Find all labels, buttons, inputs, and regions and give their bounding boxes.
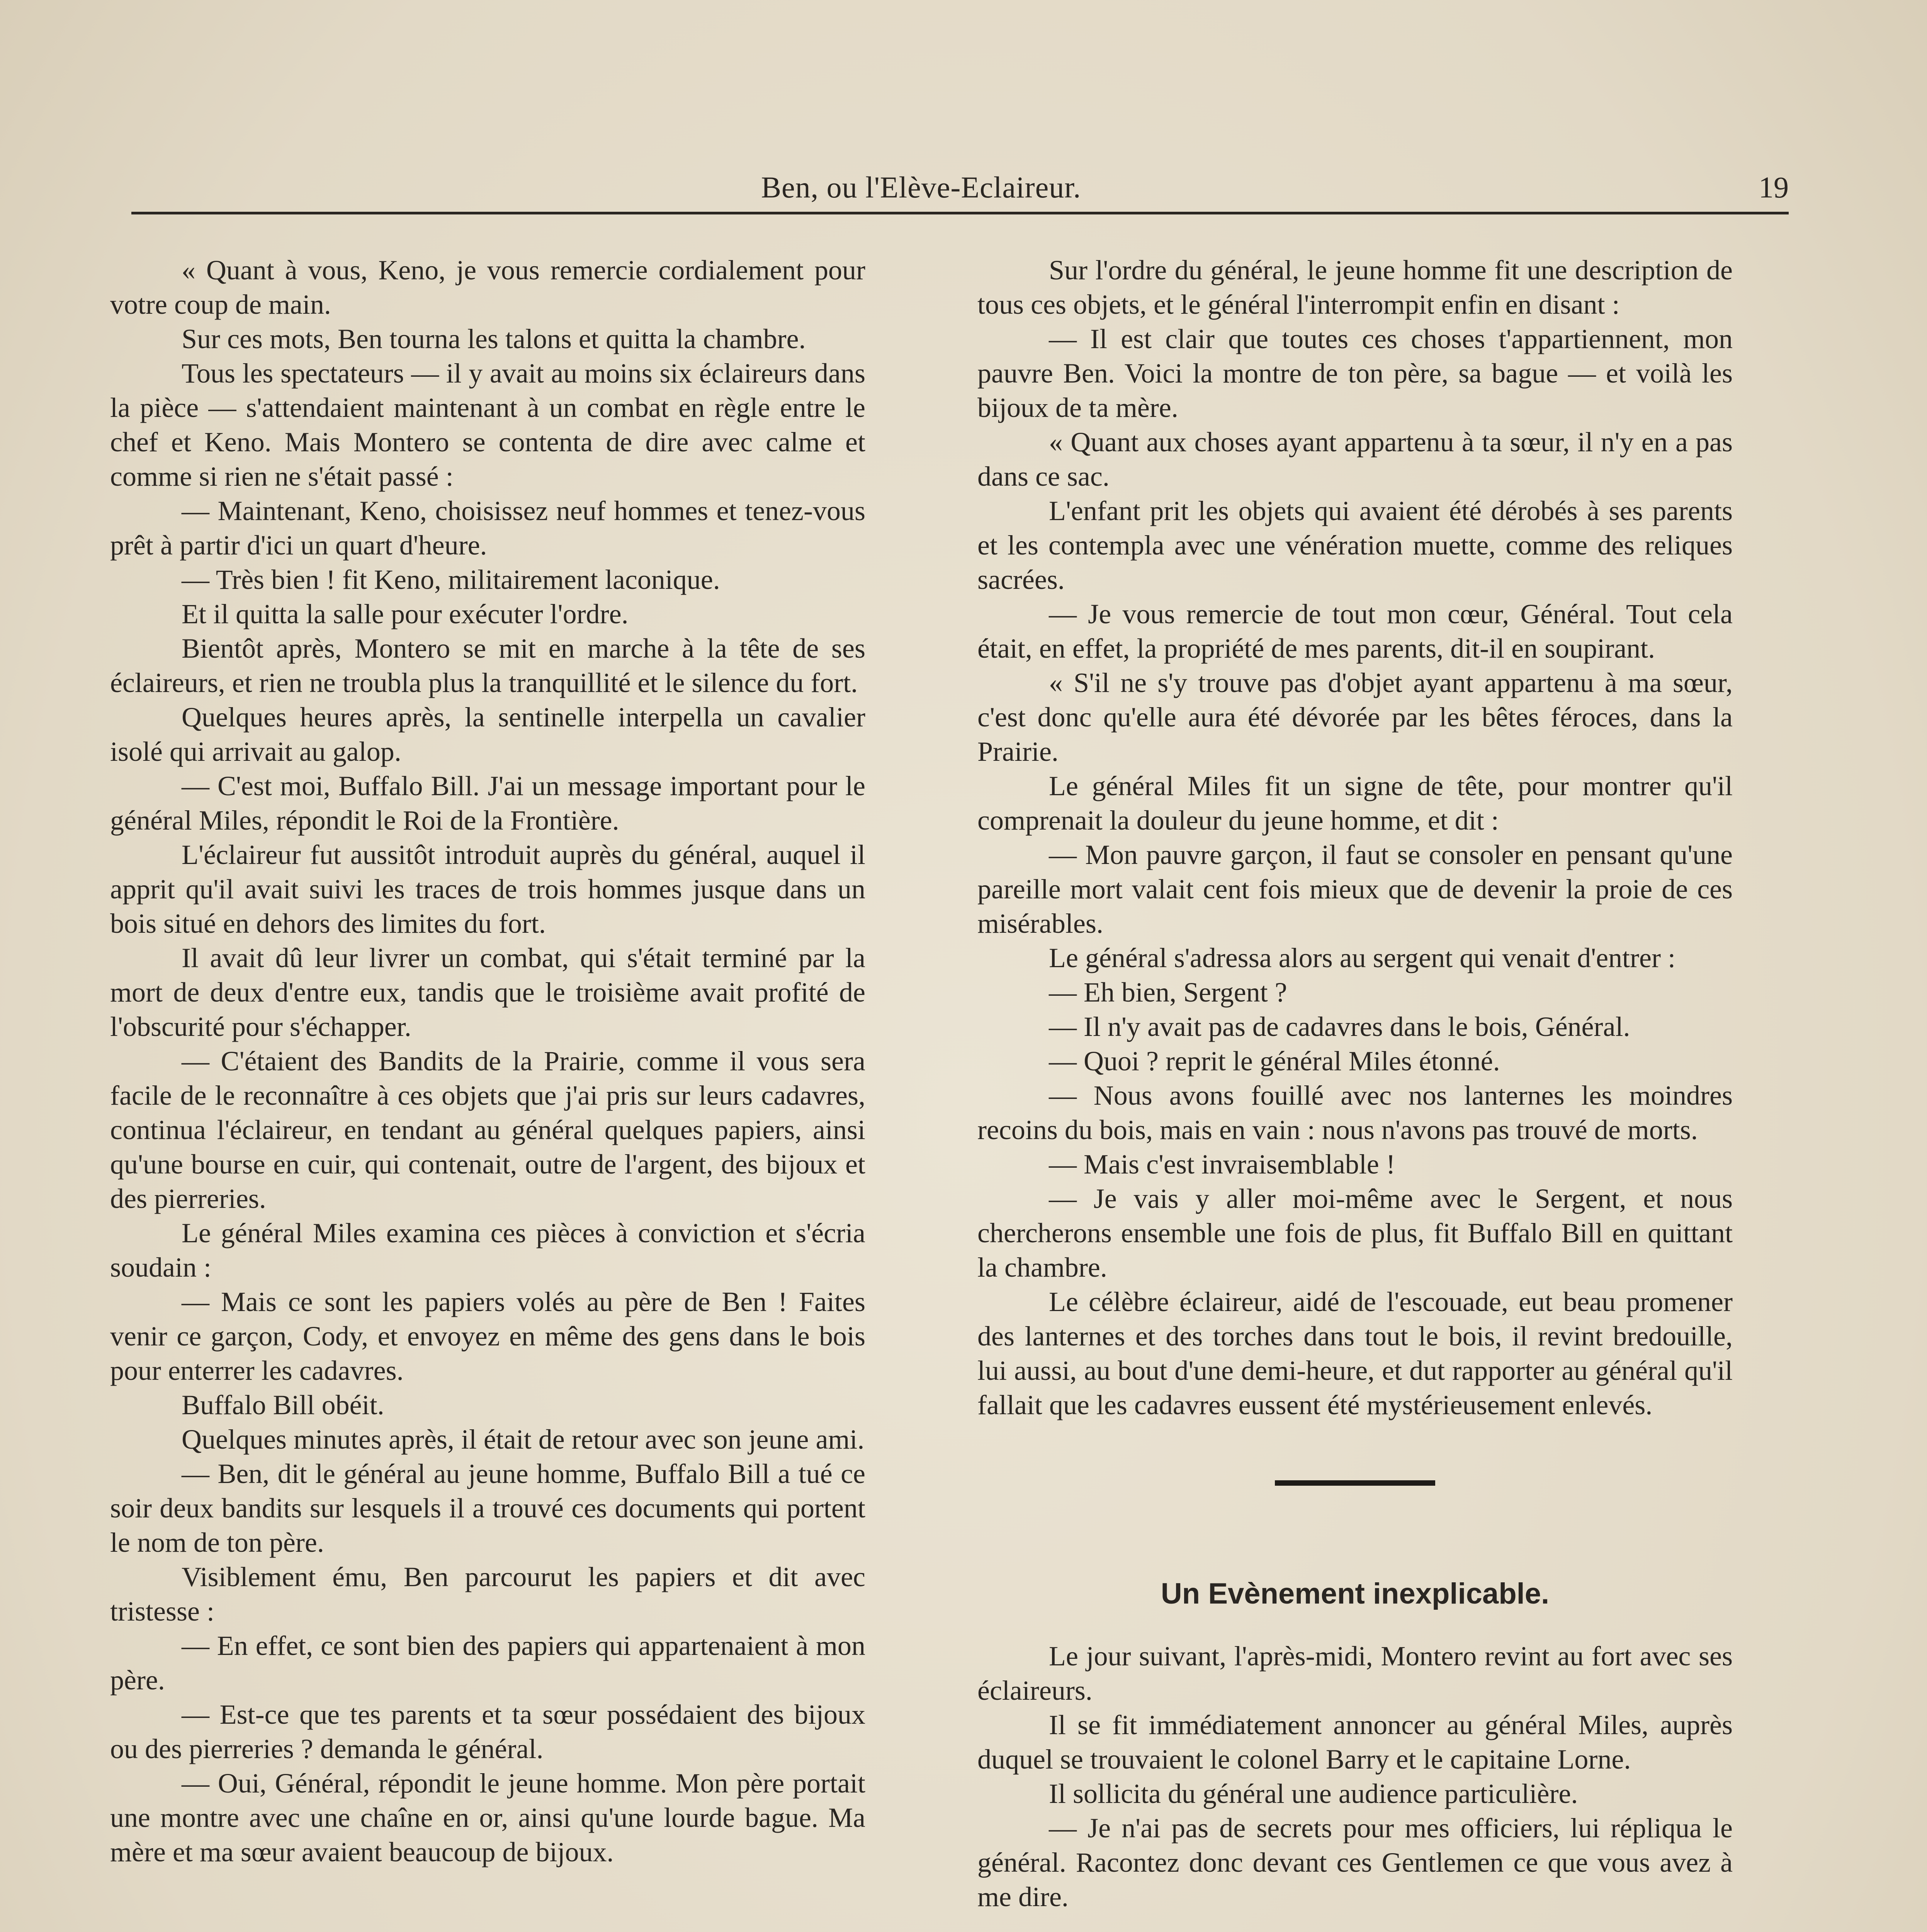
paragraph: — Ben, dit le général au jeune homme, Buffalo Bill a tué ce soir deux bandits sur lesquels il a trouvé ces documents qui portent le nom de ton père.	[110, 1458, 865, 1558]
running-title: Ben, ou l'Elève-Eclaireur.	[761, 170, 1081, 204]
paragraph: Sur l'ordre du général, le jeune homme fit une description de tous ces objets, et le général l'interrompit enfin en disant :	[977, 255, 1733, 320]
paragraph: Le jour suivant, l'après-midi, Montero revint au fort avec ses éclaireurs.	[977, 1641, 1733, 1706]
paragraph: L'enfant prit les objets qui avaient été dérobés à ses parents et les contempla avec une vénération muette, comme des reliques sacrées.	[977, 495, 1733, 595]
paragraph: Visiblement ému, Ben parcourut les papiers et dit avec tristesse :	[110, 1561, 865, 1627]
left-column	[110, 253, 865, 1869]
paragraph: — Mais ce sont les papiers volés au père de Ben ! Faites venir ce garçon, Cody, et envoyez en même des gens dans le bois pour enterrer les cadavres.	[110, 1286, 865, 1386]
paragraph: — Maintenant, Keno, choisissez neuf hommes et tenez-vous prêt à partir d'ici un quart d'heure.	[110, 495, 865, 561]
paragraph: « Quant à vous, Keno, je vous remercie cordialement pour votre coup de main.	[110, 255, 865, 320]
paragraph: Quelques heures après, la sentinelle interpella un cavalier isolé qui arrivait au galop.	[110, 702, 865, 767]
paragraph: Il sollicita du général une audience particulière.	[1049, 1778, 1578, 1809]
paragraph: Et il quitta la salle pour exécuter l'ordre.	[182, 599, 629, 629]
paragraph: L'éclaireur fut aussitôt introduit auprès du général, auquel il apprit qu'il avait suivi les traces de trois hommes jusque dans un bois situé en dehors des limites du fort.	[110, 839, 865, 939]
paragraph: — Nous avons fouillé avec nos lanternes les moindres recoins du bois, mais en vain : nous n'avons pas trouvé de morts.	[977, 1080, 1733, 1145]
paragraph: — En effet, ce sont bien des papiers qui appartenaient à mon père.	[110, 1630, 865, 1696]
paragraph: Bientôt après, Montero se mit en marche à la tête de ses éclaireurs, et rien ne troubla plus la tranquillité et le silence du fort.	[110, 633, 865, 698]
paragraph: Le célèbre éclaireur, aidé de l'escouade, eut beau promener des lanternes et des torches dans tout le bois, il revint bredouille, lui aussi, au bout d'une demi-heure, et dut rapporter au général qu'il fallait que les cadavres eussent été mystérieusement enlevés.	[977, 1286, 1733, 1420]
paragraph: Quelques minutes après, il était de retour avec son jeune ami.	[182, 1424, 865, 1455]
right-column	[977, 253, 1733, 1914]
header-rule	[131, 212, 1789, 214]
paragraph: — Eh bien, Sergent ?	[1049, 977, 1287, 1008]
paragraph: Sur ces mots, Ben tourna les talons et quitta la chambre.	[182, 323, 806, 354]
paragraph: — Oui, Général, répondit le jeune homme. Mon père portait une montre avec une chaîne en or, ainsi qu'une lourde bague. Ma mère et ma sœur avaient beaucoup de bijoux.	[110, 1768, 865, 1867]
paragraph: — Très bien ! fit Keno, militairement laconique.	[182, 564, 720, 595]
paragraph: — Il n'y avait pas de cadavres dans le bois, Général.	[1049, 1011, 1630, 1042]
paragraph: « S'il ne s'y trouve pas d'objet ayant appartenu à ma sœur, c'est donc qu'elle aura été dévorée par les bêtes féroces, dans la Prairie.	[977, 667, 1733, 767]
paragraph: Il se fit immédiatement annoncer au général Miles, auprès duquel se trouvaient le colonel Barry et le capitaine Lorne.	[977, 1709, 1733, 1775]
paragraph: — Je vais y aller moi-même avec le Sergent, et nous chercherons ensemble une fois de plus, fit Buffalo Bill en quittant la chambre.	[977, 1183, 1733, 1283]
paragraph: — Quoi ? reprit le général Miles étonné.	[1049, 1046, 1500, 1077]
paragraph: Le général s'adressa alors au sergent qui venait d'entrer :	[1049, 942, 1676, 973]
paragraph: — Est-ce que tes parents et ta sœur possédaient des bijoux ou des pierreries ? demanda le général.	[110, 1699, 865, 1764]
section-heading: Un Evènement inexplicable.	[1161, 1577, 1550, 1610]
paragraph: Le général Miles fit un signe de tête, pour montrer qu'il comprenait la douleur du jeune homme, et dit :	[977, 770, 1733, 836]
section-divider-rule	[1275, 1480, 1435, 1486]
paragraph: — Mais c'est invraisemblable !	[1049, 1149, 1395, 1180]
paragraph: Le général Miles examina ces pièces à conviction et s'écria soudain :	[110, 1218, 865, 1283]
paragraph: Tous les spectateurs — il y avait au moins six éclaireurs dans la pièce — s'attendaient maintenant à un combat en règle entre le chef et Keno. Mais Montero se contenta de dire avec calme et comme si rien ne s'était passé :	[110, 358, 865, 492]
page-header	[131, 166, 1789, 213]
paragraph: Il avait dû leur livrer un combat, qui s'était terminé par la mort de deux d'entre eux, tandis que le troisième avait profité de l'obscurité pour s'échapper.	[110, 942, 865, 1042]
paragraph: — C'est moi, Buffalo Bill. J'ai un message important pour le général Miles, répondit le Roi de la Frontière.	[110, 770, 865, 836]
paragraph: — Je n'ai pas de secrets pour mes officiers, lui répliqua le général. Racontez donc devant ces Gentlemen ce que vous avez à me dire.	[977, 1813, 1733, 1912]
paragraph: — Mon pauvre garçon, il faut se consoler en pensant qu'une pareille mort valait cent fois mieux que de devenir la proie de ces misérables.	[977, 839, 1733, 939]
paragraph: Buffalo Bill obéit.	[182, 1389, 384, 1420]
page-number: 19	[1759, 170, 1789, 204]
paragraph: « Quant aux choses ayant appartenu à ta sœur, il n'y en a pas dans ce sac.	[977, 427, 1733, 492]
paragraph: — Je vous remercie de tout mon cœur, Général. Tout cela était, en effet, la propriété de mes parents, dit-il en soupirant.	[977, 599, 1733, 664]
paragraph: — Il est clair que toutes ces choses t'appartiennent, mon pauvre Ben. Voici la montre de ton père, sa bague — et voilà les bijoux de ta mère.	[977, 323, 1733, 423]
paragraph: — C'étaient des Bandits de la Prairie, comme il vous sera facile de le reconnaître à ces objets que j'ai pris sur leurs cadavres, continua l'éclaireur, en tendant au général quelques papiers, ainsi qu'une bourse en cuir, qui contenait, outre de l'argent, des bijoux et des pierreries.	[110, 1046, 865, 1214]
